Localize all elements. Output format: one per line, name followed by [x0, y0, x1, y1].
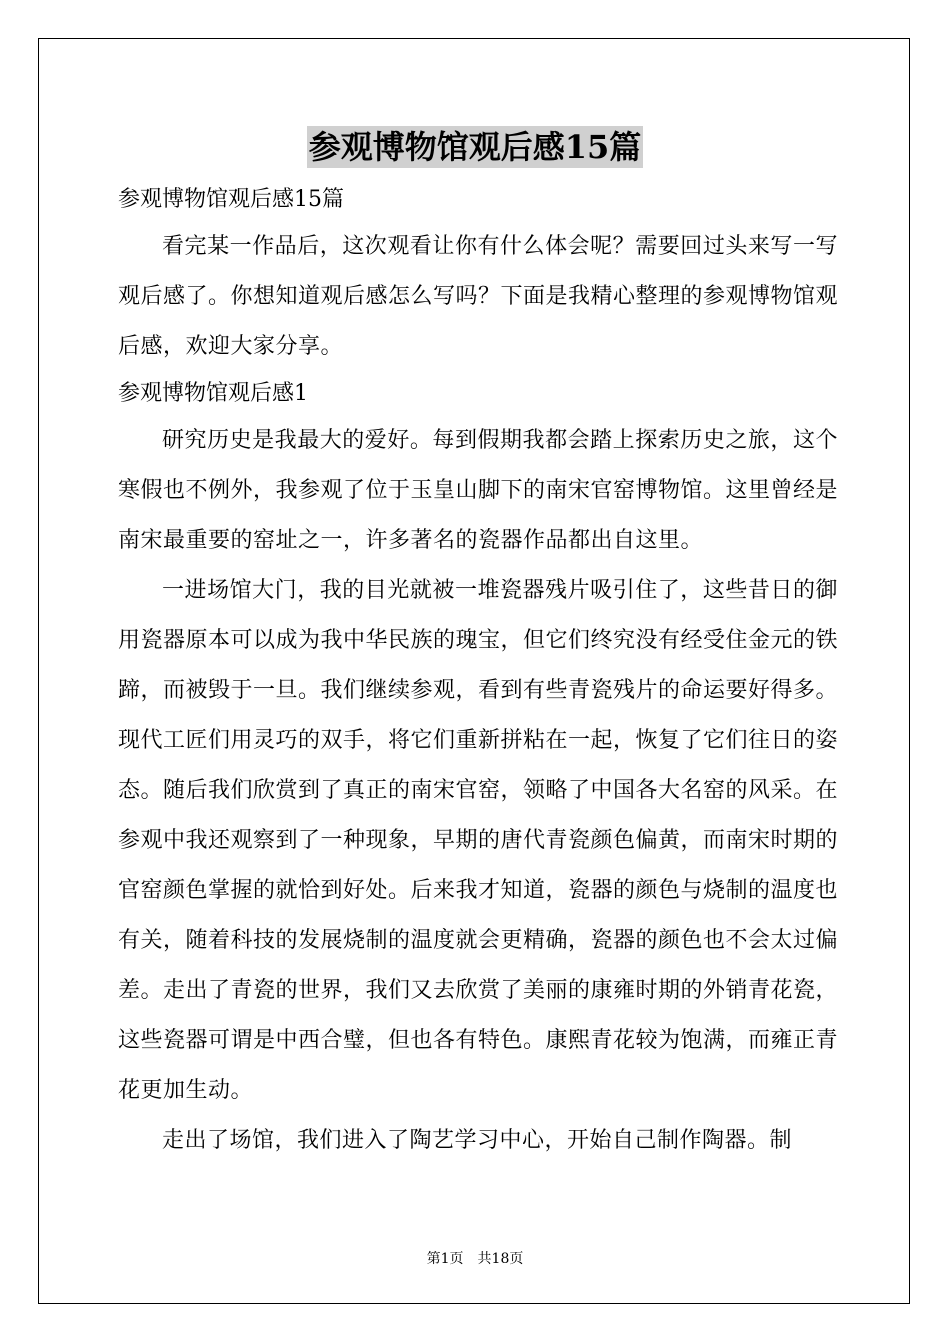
intro-paragraph: 看完某一作品后，这次观看让你有什么体会呢？需要回过头来写一写观后感了。你想知道观后感怎么写吗？下面是我精心整理的参观博物馆观后感，欢迎大家分享。 — [118, 234, 839, 359]
body-paragraph-2: 一进场馆大门，我的目光就被一堆瓷器残片吸引住了，这些昔日的御用瓷器原本可以成为我中华民族的瑰宝，但它们终究没有经受住金元的铁蹄，而被毁于一旦。我们继续参观，看到有些青瓷残片的命运要好得多。现代工匠们用灵巧的双手，将它们重新拼粘在一起，恢复了它们往日的姿态。随后我们欣赏到了真正的南宋官窑，领略了中国各大名窑的风采。在参观中我还观察到了一种现象，早期的唐代青瓷颜色偏黄，而南宋时期的官窑颜色掌握的就恰到好处。后来我才知道，瓷器的颜色与烧制的温度也有关，随着科技的发展烧制的温度就会更精确，瓷器的颜色也不会太过偏差。走出了青瓷的世界，我们又去欣赏了美丽的康雍时期的外销青花瓷，这些瓷器可谓是中西合璧，但也各有特色。康熙青花较为饱满，而雍正青花更加生动。 — [118, 578, 839, 1103]
page-number: 第1页 共18页 — [426, 1251, 524, 1267]
page-footer — [0, 1248, 950, 1268]
document-title: 参观博物馆观后感15篇 — [308, 128, 642, 166]
title-container — [0, 126, 950, 168]
body-paragraph-1: 研究历史是我最大的爱好。每到假期我都会踏上探索历史之旅，这个寒假也不例外，我参观了位于玉皇山脚下的南宋官窑博物馆。这里曾经是南宋最重要的窑址之一，许多著名的瓷器作品都出自这里。 — [118, 428, 839, 553]
body-paragraph-3: 走出了场馆，我们进入了陶艺学习中心，开始自己制作陶器。制 — [162, 1128, 793, 1153]
section-heading: 参观博物馆观后感1 — [118, 381, 308, 406]
document-subtitle: 参观博物馆观后感15篇 — [118, 187, 344, 212]
document-body — [118, 178, 838, 1166]
